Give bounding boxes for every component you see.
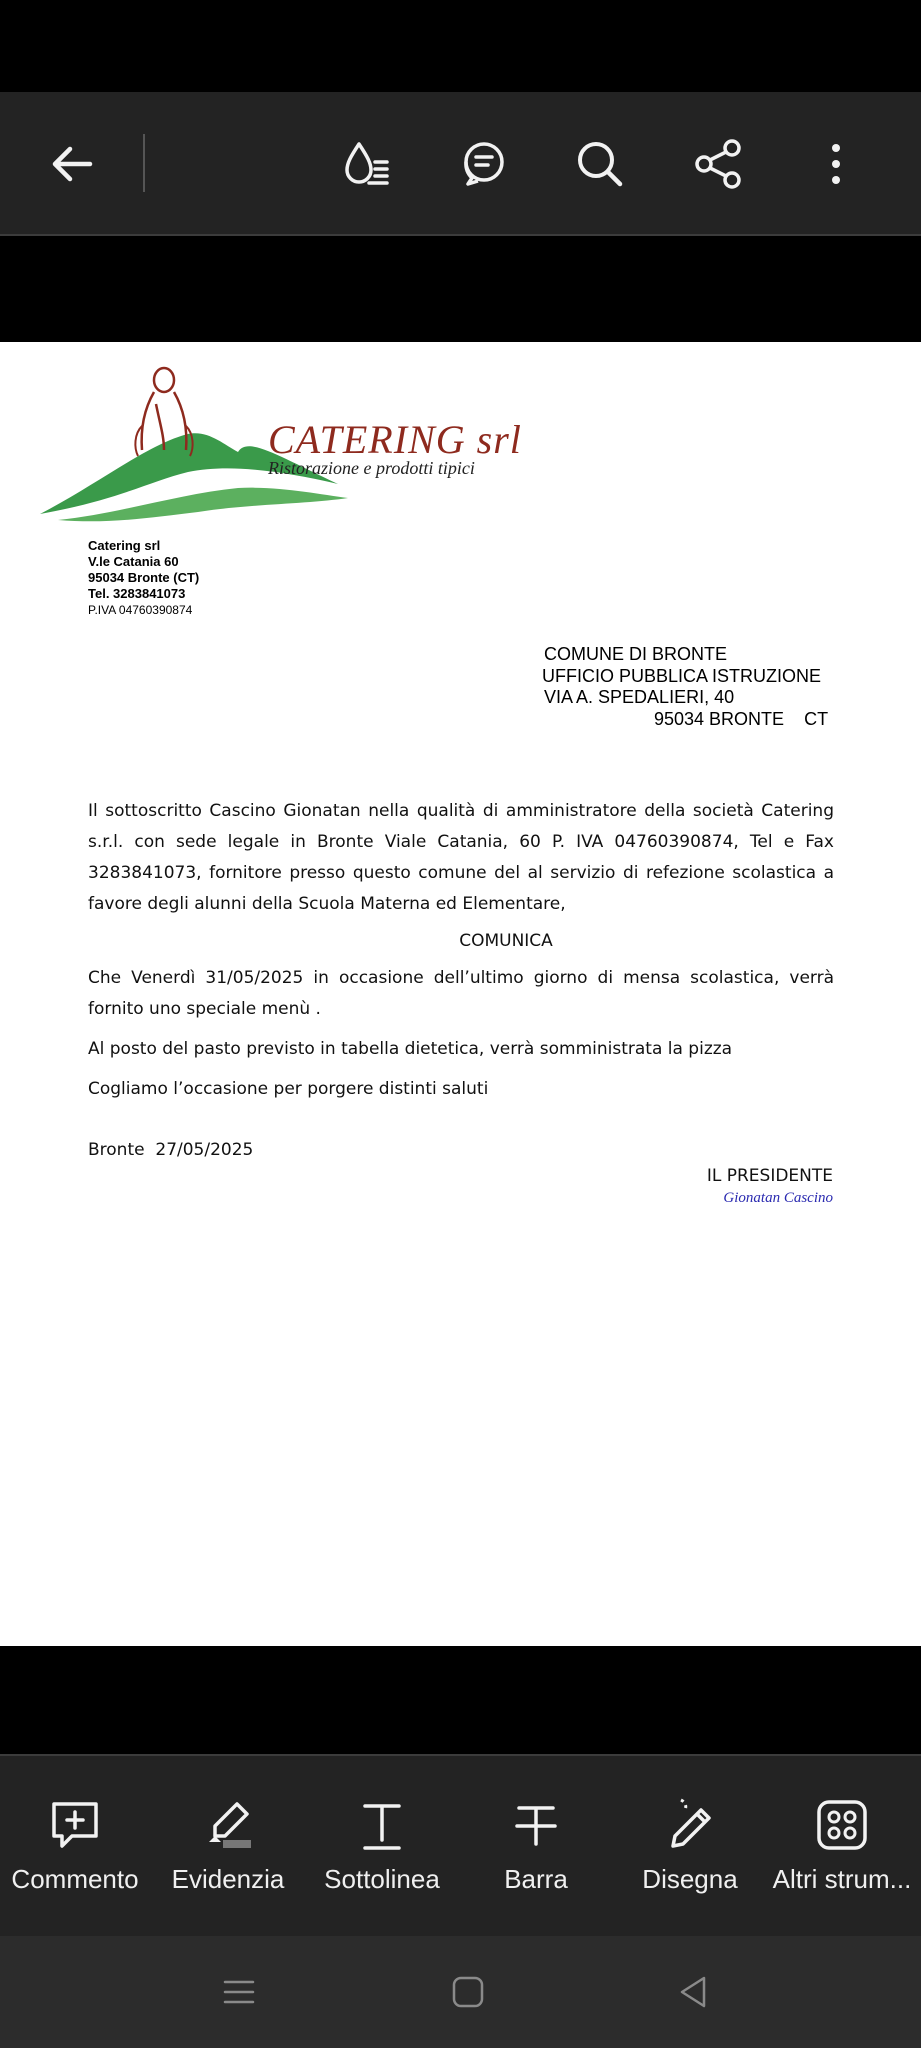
paragraph-greetings: Cogliamo l’occasione per porgere distinti saluti	[88, 1079, 489, 1099]
top-toolbar	[0, 92, 921, 236]
highlighter-icon	[199, 1796, 257, 1854]
company-city: 95034 Bronte (CT)	[88, 570, 200, 585]
company-logo	[38, 364, 522, 524]
search-icon	[572, 136, 628, 192]
nav-home-button[interactable]	[438, 1966, 498, 2018]
read-mode-button[interactable]	[329, 126, 405, 202]
logo-subtitle: Ristorazione e prodotti tipici	[268, 458, 475, 478]
logo-title: CATERING srl	[268, 417, 522, 462]
recents-icon	[219, 1972, 259, 2012]
heading-comunica: COMUNICA	[459, 931, 553, 951]
document-page[interactable]	[0, 342, 921, 1646]
share-icon	[690, 136, 746, 192]
tool-underline-label: Sottolinea	[324, 1864, 440, 1894]
signature: Gionatan Cascino	[723, 1190, 833, 1206]
tool-more[interactable]	[767, 1796, 917, 1926]
nav-recents-button[interactable]	[209, 1966, 269, 2018]
company-vat: P.IVA 04760390874	[88, 603, 193, 617]
signer-role: IL PRESIDENTE	[706, 1166, 833, 1186]
annotation-toolbar	[0, 1754, 921, 1938]
more-options-button[interactable]	[798, 126, 874, 202]
recipient-block	[544, 644, 828, 730]
recipient-line-2: UFFICIO PUBBLICA ISTRUZIONE	[542, 665, 822, 686]
search-button[interactable]	[562, 126, 638, 202]
tool-strikethrough-label: Barra	[504, 1864, 568, 1894]
company-phone: Tel. 3283841073	[88, 586, 186, 601]
date-line: Bronte 27/05/2025	[88, 1140, 254, 1160]
recipient-line-4: 95034 BRONTE CT	[654, 708, 829, 729]
recipient-line-3: VIA A. SPEDALIERI, 40	[544, 687, 735, 707]
tool-more-label: Altri strum...	[772, 1864, 912, 1894]
nav-back-button[interactable]	[664, 1966, 724, 2018]
underline-icon	[353, 1796, 411, 1854]
viewer-background	[0, 236, 921, 342]
comment-add-icon	[46, 1796, 104, 1854]
strikethrough-icon	[507, 1796, 565, 1854]
viewer-background-bottom	[0, 1646, 921, 1754]
paragraph-pizza: Al posto del pasto previsto in tabella dietetica, verrà somministrata la pizza	[88, 1039, 733, 1059]
more-vert-icon	[808, 136, 864, 192]
company-name: Catering srl	[88, 538, 161, 553]
system-navigation-bar	[0, 1936, 921, 2048]
tool-draw[interactable]	[615, 1796, 765, 1926]
back-arrow-icon	[44, 136, 100, 192]
company-address-block	[88, 538, 199, 618]
tool-comment-label: Commento	[11, 1864, 139, 1894]
tool-comment[interactable]	[0, 1796, 150, 1926]
tool-draw-label: Disegna	[642, 1864, 738, 1894]
comments-button[interactable]	[444, 126, 520, 202]
tool-highlight[interactable]	[153, 1796, 303, 1926]
recipient-line-1: COMUNE DI BRONTE	[544, 644, 728, 664]
draw-pencil-icon	[661, 1796, 719, 1854]
company-street: V.le Catania 60	[88, 554, 179, 569]
back-button[interactable]	[34, 126, 110, 202]
back-icon	[674, 1972, 714, 2012]
tool-underline[interactable]	[307, 1796, 457, 1926]
status-bar	[0, 0, 921, 92]
more-tools-grid-icon	[813, 1796, 871, 1854]
comments-icon	[454, 136, 510, 192]
tool-highlight-label: Evidenzia	[171, 1864, 285, 1894]
paragraph-intro: Il sottoscritto Cascino Gionatan nella qualità di amministratore della società Catering s.r.l. con sede legale in Bronte Viale Catania, 60 P. IVA 04760390874, Tel e Fax 3283841073, fornitore presso questo comune del al servizio di refezione scolastica a favore degli alunni della Scuola Materna ed Elementare,	[88, 801, 834, 914]
letter-body	[88, 796, 834, 1166]
share-button[interactable]	[680, 126, 756, 202]
home-icon	[448, 1972, 488, 2012]
read-mode-icon	[339, 136, 395, 192]
tool-strikethrough[interactable]	[461, 1796, 611, 1926]
toolbar-divider	[143, 134, 145, 192]
paragraph-announcement: Che Venerdì 31/05/2025 in occasione dell’ultimo giorno di mensa scolastica, verrà fornito uno speciale menù .	[88, 968, 834, 1019]
